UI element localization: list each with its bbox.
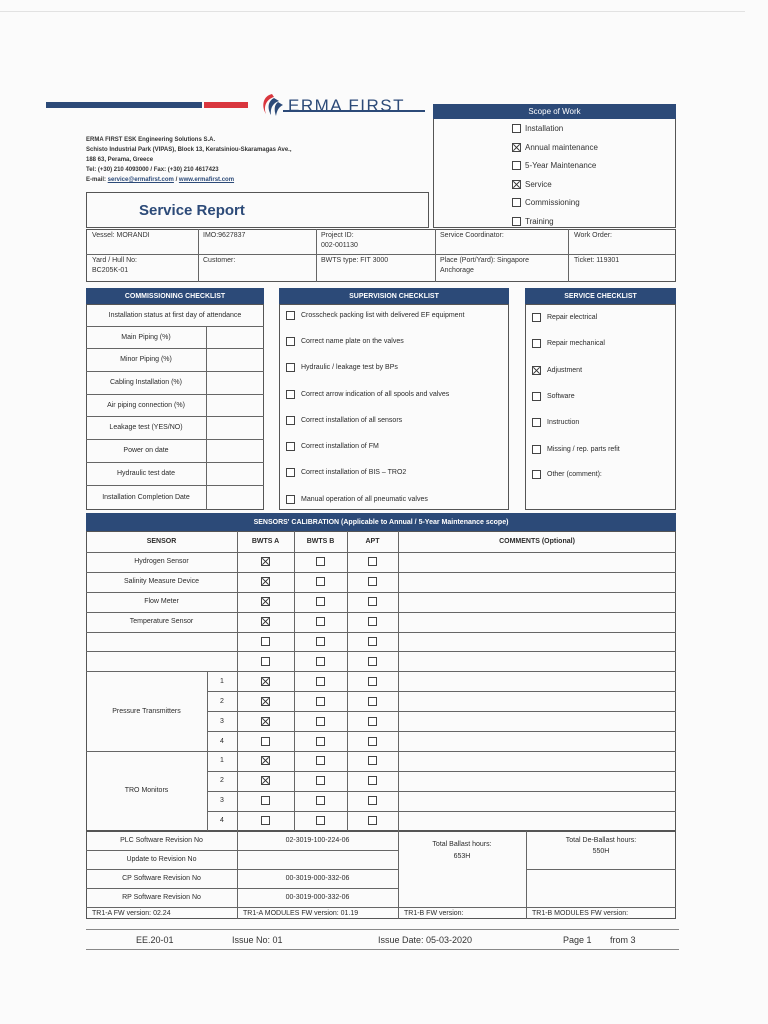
sensor-label-3: Temperature Sensor (129, 618, 194, 626)
service-header: SERVICE CHECKLIST (525, 288, 676, 304)
service-checkbox-1[interactable] (532, 339, 541, 348)
project-id-value: 002-001130 (321, 242, 358, 249)
tro-row-2-a-checkbox[interactable] (261, 796, 270, 805)
service-item-4[interactable] (532, 418, 579, 427)
pressure-row-2-a-checkbox[interactable] (261, 717, 270, 726)
company-address-1: Schisto Industrial Park (VIPAS), Block 13, Keratsiniou-Skaramagas Ave., (86, 147, 292, 153)
sensor-row-2-b-cell[interactable] (294, 592, 347, 612)
footer-date: Issue Date: 05-03-2020 (378, 935, 473, 945)
col-comments: COMMENTS (Optional) (499, 538, 575, 545)
tro-row-1-apt-checkbox[interactable] (368, 776, 377, 785)
sw-line-3 (86, 888, 398, 889)
logo (258, 92, 286, 118)
pressure-row-0-apt-checkbox[interactable] (368, 677, 377, 686)
tro-row-3-a-checkbox[interactable] (261, 816, 270, 825)
sensor-row-3-a-checkbox[interactable] (261, 617, 270, 626)
scope-checkbox-1[interactable] (512, 143, 521, 152)
comm-row-label-8: Installation Completion Date (102, 494, 190, 501)
comm-value-col-line (206, 326, 207, 510)
service-item-0[interactable] (532, 313, 597, 322)
plc-value: 02-3019-100-224-06 (285, 837, 350, 844)
ballast-value: 653H (453, 852, 471, 860)
sensor-row-1-apt-checkbox[interactable] (368, 577, 377, 586)
sw-col-2 (398, 831, 399, 919)
supervision-checkbox-7[interactable] (286, 495, 295, 504)
footer-page: Page 1 (563, 935, 592, 945)
service-item-6[interactable] (532, 470, 602, 479)
brand-stripe-red (204, 102, 248, 108)
service-checkbox-3[interactable] (532, 392, 541, 401)
deballast-value: 550H (592, 847, 610, 855)
scope-checkbox-5[interactable] (512, 217, 521, 226)
cp-value: 00-3019-000-332-06 (285, 875, 350, 882)
supervision-checkbox-4[interactable] (286, 416, 295, 425)
ballast-label: Total Ballast hours: (432, 840, 492, 848)
tro-num-0: 1 (220, 757, 224, 765)
sensor-row-3-apt-cell[interactable] (347, 612, 398, 632)
footer-bottom-line (86, 949, 679, 950)
sensor-row-4-apt-cell[interactable] (347, 632, 398, 652)
scan-edge-line (0, 11, 745, 12)
sw-col-3 (526, 831, 527, 919)
sensor-row-2-apt-checkbox[interactable] (368, 597, 377, 606)
comm-row-label-4: Air piping connection (%) (107, 401, 185, 409)
sensor-row-4-apt-checkbox[interactable] (368, 637, 377, 646)
scope-checkbox-3[interactable] (512, 180, 521, 189)
tro-row-2-a-cell[interactable] (237, 791, 294, 811)
sensor-row-5-apt-cell[interactable] (347, 652, 398, 672)
scope-label-1: Annual maintenance (525, 142, 598, 152)
email-link[interactable]: service@ermafirst.com (107, 177, 174, 183)
tr1a-modules-fw: TR1-A MODULES FW version: 01.19 (243, 909, 359, 917)
pressure-row-2-apt-checkbox[interactable] (368, 717, 377, 726)
ticket-label: Ticket: 119301 (574, 257, 620, 264)
info-col-2 (316, 229, 317, 282)
supervision-label-6: Correct installation of BIS – TRO2 (301, 469, 407, 476)
tro-row-2-b-cell[interactable] (294, 791, 347, 811)
cp-label: CP Software Revision No (122, 875, 201, 882)
tr1b-modules-fw: TR1-B MODULES FW version: (532, 909, 629, 917)
comm-row-label-0: Installation status at first day of attendance (108, 311, 242, 319)
scope-checkbox-2[interactable] (512, 161, 521, 170)
sensor-row-0-a-checkbox[interactable] (261, 557, 270, 566)
supervision-checkbox-2[interactable] (286, 363, 295, 372)
pressure-num-col-line (207, 671, 208, 751)
info-col-4 (568, 229, 569, 282)
supervision-label-3: Correct arrow indication of all spools and valves (301, 391, 450, 398)
sensor-row-5-a-checkbox[interactable] (261, 657, 270, 666)
vessel-label: Vessel: MORANDI (92, 232, 150, 239)
service-checkbox-2[interactable] (532, 366, 541, 375)
pressure-row-0-a-checkbox[interactable] (261, 677, 270, 686)
col-bwts-b: BWTS B (306, 538, 335, 545)
sensor-row-5-apt-checkbox[interactable] (368, 657, 377, 666)
project-id-label: Project ID: (321, 232, 354, 239)
comm-row-label-3: Cabling Installation (%) (110, 379, 182, 386)
tro-row-1-apt-cell[interactable] (347, 771, 398, 791)
sensor-row-0-b-checkbox[interactable] (316, 557, 325, 566)
sw-line-4 (86, 907, 676, 908)
pressure-row-3-a-cell[interactable] (237, 731, 294, 751)
supervision-item-2[interactable] (286, 363, 398, 372)
comm-row-label-7: Hydraulic test date (117, 470, 175, 477)
scope-item-5[interactable] (512, 217, 554, 226)
service-label-6: Other (comment): (547, 471, 602, 478)
supervision-label-5: Correct installation of FM (301, 443, 379, 450)
contact-separator: / (173, 177, 179, 183)
comm-row-label-2: Minor Piping (%) (120, 356, 172, 363)
coordinator-label: Service Coordinator: (440, 232, 504, 239)
scope-label-5: Training (525, 216, 554, 226)
tr1b-fw: TR1-B FW version: (404, 909, 464, 917)
sensor-row-0-b-cell[interactable] (294, 552, 347, 572)
pressure-row-3-a-checkbox[interactable] (261, 737, 270, 746)
supervision-item-5[interactable] (286, 442, 379, 451)
supervision-checkbox-5[interactable] (286, 442, 295, 451)
pressure-row-1-apt-cell[interactable] (347, 691, 398, 711)
pressure-num-0: 1 (220, 677, 224, 685)
service-label-1: Repair mechanical (547, 340, 605, 347)
pressure-num-3: 4 (220, 737, 224, 745)
scope-label-2: 5-Year Maintenance (525, 161, 597, 170)
scope-item-1[interactable] (512, 143, 598, 152)
scope-header: Scope of Work (433, 104, 676, 119)
pressure-row-3-b-checkbox[interactable] (316, 737, 325, 746)
sensor-row-0-apt-cell[interactable] (347, 552, 398, 572)
company-address-2: 188 63, Perama, Greece (86, 157, 154, 163)
pressure-num-1: 2 (220, 697, 224, 705)
scope-label-4: Commissioning (525, 198, 580, 207)
pressure-row-2-apt-cell[interactable] (347, 711, 398, 731)
info-col-3 (435, 229, 436, 282)
imo-label: IMO:9627837 (203, 232, 246, 239)
service-label-4: Instruction (547, 419, 580, 426)
tro-row-1-a-cell[interactable] (237, 771, 294, 791)
pressure-row-2-b-checkbox[interactable] (316, 717, 325, 726)
comm-row-label-1: Main Piping (%) (121, 333, 171, 341)
sensor-row-3-b-checkbox[interactable] (316, 617, 325, 626)
tro-row-0-b-checkbox[interactable] (316, 756, 325, 765)
tr1a-fw: TR1-A FW version: 02.24 (92, 909, 171, 917)
tro-row-3-b-cell[interactable] (294, 811, 347, 831)
supervision-header: SUPERVISION CHECKLIST (279, 288, 509, 304)
pressure-row-1-a-checkbox[interactable] (261, 697, 270, 706)
sw-line-1 (86, 850, 398, 851)
comm-row-label-5: Leakage test (YES/NO) (109, 424, 183, 431)
sensor-row-3-apt-checkbox[interactable] (368, 617, 377, 626)
pressure-row-1-b-cell[interactable] (294, 691, 347, 711)
brand-name: ERMA FIRST (288, 96, 406, 115)
comm-row-label-6: Power on date (123, 447, 169, 454)
supervision-checkbox-1[interactable] (286, 337, 295, 346)
sensor-row-5-b-checkbox[interactable] (316, 657, 325, 666)
sensor-row-1-apt-cell[interactable] (347, 572, 398, 592)
yard-label: Yard / Hull No: (92, 257, 137, 264)
sensor-row-5-a-cell[interactable] (237, 652, 294, 672)
sensor-label-2: Flow Meter (144, 598, 179, 606)
sw-col-1 (237, 831, 238, 919)
tro-row-3-a-cell[interactable] (237, 811, 294, 831)
sw-line-deballast (526, 869, 676, 870)
sensor-row-1-b-checkbox[interactable] (316, 577, 325, 586)
tro-row-1-b-checkbox[interactable] (316, 776, 325, 785)
sensor-row-3-a-cell[interactable] (237, 612, 294, 632)
service-checkbox-6[interactable] (532, 470, 541, 479)
service-label-2: Adjustment (547, 367, 583, 374)
pressure-num-2: 3 (220, 717, 224, 725)
tro-row-0-apt-checkbox[interactable] (368, 756, 377, 765)
tro-num-col-line (207, 751, 208, 831)
tro-row-1-b-cell[interactable] (294, 771, 347, 791)
service-checkbox-0[interactable] (532, 313, 541, 322)
work-order-label: Work Order: (574, 232, 612, 239)
erma-first-logo-icon (258, 92, 286, 118)
sensor-row-3-b-cell[interactable] (294, 612, 347, 632)
supervision-label-2: Hydraulic / leakage test by BPs (301, 364, 398, 371)
scope-checkbox-0[interactable] (512, 124, 521, 133)
page-title: Service Report (139, 201, 245, 219)
supervision-checkbox-6[interactable] (286, 468, 295, 477)
customer-label: Customer: (203, 257, 236, 264)
sensor-label-1: Salinity Measure Device (123, 578, 200, 586)
tro-row-3-b-checkbox[interactable] (316, 816, 325, 825)
tro-row-3-apt-cell[interactable] (347, 811, 398, 831)
scope-label-3: Service (525, 179, 552, 189)
service-label-3: Software (547, 393, 575, 400)
sensor-label-5 (86, 652, 237, 672)
pressure-row-1-a-cell[interactable] (237, 691, 294, 711)
place-label: Place (Port/Yard): Singapore (440, 257, 529, 264)
sensor-row-4-b-checkbox[interactable] (316, 637, 325, 646)
scope-item-4[interactable] (512, 198, 580, 207)
sensor-row-0-a-cell[interactable] (237, 552, 294, 572)
tro-group-label: TRO Monitors (124, 787, 169, 795)
service-item-3[interactable] (532, 392, 575, 401)
company-name: ERMA FIRST ESK Engineering Solutions S.A. (86, 137, 216, 143)
tro-row-2-apt-cell[interactable] (347, 791, 398, 811)
pressure-row-3-apt-cell[interactable] (347, 731, 398, 751)
yard-value: BC205K-01 (92, 267, 129, 274)
sensor-row-1-a-cell[interactable] (237, 572, 294, 592)
calibration-header: SENSORS' CALIBRATION (Applicable to Annual / 5-Year Maintenance scope) (86, 513, 676, 531)
service-checkbox-4[interactable] (532, 418, 541, 427)
company-info (86, 135, 292, 185)
scope-item-2[interactable] (512, 161, 596, 170)
pressure-row-3-apt-checkbox[interactable] (368, 737, 377, 746)
sw-line-2 (86, 869, 398, 870)
place-value: Anchorage (440, 267, 474, 274)
tro-row-0-a-checkbox[interactable] (261, 756, 270, 765)
pressure-row-0-b-cell[interactable] (294, 671, 347, 691)
tro-row-0-apt-cell[interactable] (347, 751, 398, 771)
supervision-label-0: Crosscheck packing list with delivered EF equipment (301, 312, 465, 319)
company-contact (86, 175, 292, 185)
scope-item-3[interactable] (512, 180, 552, 189)
bwts-type: BWTS type: FIT 3000 (321, 257, 389, 264)
pressure-row-0-apt-cell[interactable] (347, 671, 398, 691)
footer-code: EE.20-01 (136, 935, 174, 945)
sensor-row-2-apt-cell[interactable] (347, 592, 398, 612)
deballast-label: Total De-Ballast hours: (565, 836, 637, 844)
col-sensor: SENSOR (146, 538, 177, 545)
sensor-row-0-apt-checkbox[interactable] (368, 557, 377, 566)
rp-value: 00-3019-000-332-06 (285, 894, 350, 901)
tro-row-0-a-cell[interactable] (237, 751, 294, 771)
col-apt: APT (365, 538, 380, 545)
scope-item-0[interactable] (512, 124, 563, 133)
email-prefix: E-mail: (86, 177, 108, 183)
footer-from: from 3 (610, 935, 636, 945)
tro-row-1-a-checkbox[interactable] (261, 776, 270, 785)
pressure-row-0-b-checkbox[interactable] (316, 677, 325, 686)
sensor-row-4-a-cell[interactable] (237, 632, 294, 652)
sensor-row-2-b-checkbox[interactable] (316, 597, 325, 606)
service-item-1[interactable] (532, 339, 605, 348)
supervision-item-6[interactable] (286, 468, 406, 477)
sensor-row-5-b-cell[interactable] (294, 652, 347, 672)
supervision-label-4: Correct installation of all sensors (301, 417, 403, 424)
update-label: Update to Revision No (126, 856, 197, 863)
tro-num-1: 2 (220, 777, 224, 785)
sensor-row-4-a-checkbox[interactable] (261, 637, 270, 646)
pressure-row-3-b-cell[interactable] (294, 731, 347, 751)
scope-label-0: Installation (525, 124, 564, 133)
pressure-row-1-apt-checkbox[interactable] (368, 697, 377, 706)
supervision-item-3[interactable] (286, 390, 449, 399)
sensor-row-4-b-cell[interactable] (294, 632, 347, 652)
pressure-row-2-a-cell[interactable] (237, 711, 294, 731)
web-link[interactable]: www.ermafirst.com (178, 177, 235, 183)
supervision-item-7[interactable] (286, 495, 428, 504)
supervision-item-0[interactable] (286, 311, 464, 320)
info-row-divider (86, 254, 676, 255)
pressure-group-label: Pressure Transmitters (112, 707, 181, 715)
tro-num-2: 3 (220, 797, 224, 805)
tro-row-2-b-checkbox[interactable] (316, 796, 325, 805)
supervision-label-1: Correct name plate on the valves (301, 338, 404, 345)
supervision-checkbox-3[interactable] (286, 390, 295, 399)
pressure-row-2-b-cell[interactable] (294, 711, 347, 731)
plc-label: PLC Software Revision No (120, 837, 203, 844)
info-col-1 (198, 229, 199, 282)
service-box (525, 304, 676, 510)
sensor-row-1-a-checkbox[interactable] (261, 577, 270, 586)
pressure-row-0-a-cell[interactable] (237, 671, 294, 691)
pressure-row-1-b-checkbox[interactable] (316, 697, 325, 706)
commissioning-header: COMMISSIONING CHECKLIST (86, 288, 264, 304)
sensor-row-1-b-cell[interactable] (294, 572, 347, 592)
sensor-row-2-a-checkbox[interactable] (261, 597, 270, 606)
company-phone: Tel: (+30) 210 4093000 / Fax: (+30) 210 4617423 (86, 167, 219, 173)
service-label-5: Missing / rep. parts refit (547, 446, 620, 453)
tro-row-3-apt-checkbox[interactable] (368, 816, 377, 825)
supervision-box (279, 304, 509, 510)
tro-row-0-b-cell[interactable] (294, 751, 347, 771)
service-item-2[interactable] (532, 366, 582, 375)
supervision-checkbox-0[interactable] (286, 311, 295, 320)
supervision-item-4[interactable] (286, 416, 402, 425)
tro-num-3: 4 (220, 817, 224, 825)
cal-col-comments-line (398, 531, 399, 831)
brand-stripe-blue (46, 102, 202, 108)
sensor-label-0: Hydrogen Sensor (134, 558, 189, 566)
rp-label: RP Software Revision No (122, 894, 201, 901)
service-checkbox-5[interactable] (532, 445, 541, 454)
tro-row-2-apt-checkbox[interactable] (368, 796, 377, 805)
title-box (86, 192, 429, 228)
footer-top-line (86, 929, 679, 930)
supervision-item-1[interactable] (286, 337, 404, 346)
footer-issue: Issue No: 01 (232, 935, 283, 945)
supervision-label-7: Manual operation of all pneumatic valves (301, 496, 428, 503)
col-bwts-a: BWTS A (251, 538, 280, 545)
scope-checkbox-4[interactable] (512, 198, 521, 207)
service-label-0: Repair electrical (547, 314, 598, 321)
sensor-row-2-a-cell[interactable] (237, 592, 294, 612)
sensor-label-4 (86, 632, 237, 652)
service-item-5[interactable] (532, 445, 620, 454)
